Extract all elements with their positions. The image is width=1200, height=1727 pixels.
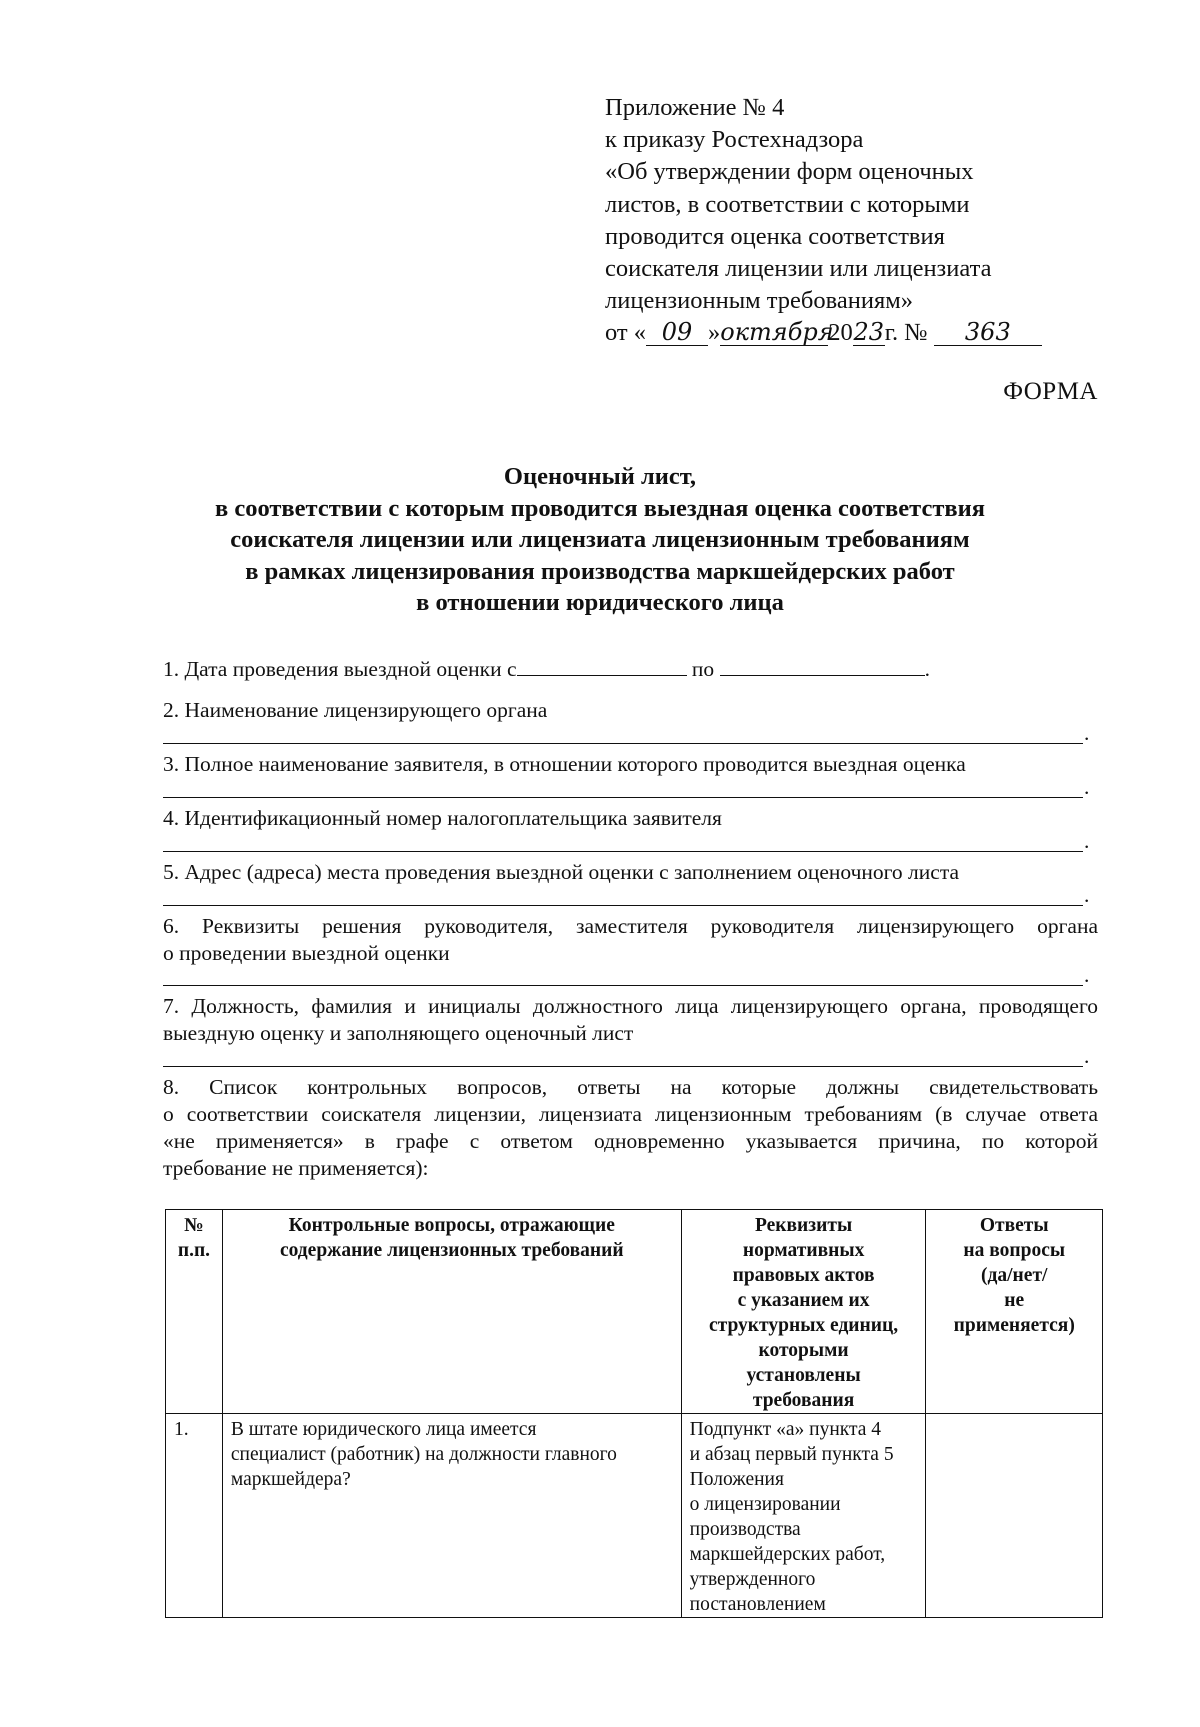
title-line-4: в рамках лицензирования производства маркшейдерских работ xyxy=(245,557,955,585)
item-8-line-4: требование не применяется): xyxy=(163,1156,429,1180)
appendix-order-title-2: листов, в соответствии с которыми xyxy=(605,190,970,218)
item-1-end: . xyxy=(924,657,930,681)
date-suffix: г. № xyxy=(884,319,928,347)
item-6-fill-line[interactable] xyxy=(163,985,1083,986)
appendix-order-title-1: «Об утверждении форм оценочных xyxy=(605,158,974,186)
item-3-period: . xyxy=(1084,775,1090,799)
row-1-reference: Подпункт «а» пункта 4 и абзац первый пункта 5 Положения о лицензировании производства маркшейдерских работ, утвержденного постановлением xyxy=(681,1414,926,1618)
item-5-fill-line[interactable] xyxy=(163,905,1083,906)
item-3-fill-line[interactable] xyxy=(163,797,1083,798)
title-line-1: Оценочный лист, xyxy=(503,463,697,490)
item-5-period: . xyxy=(1084,883,1090,907)
item-2-period: . xyxy=(1084,721,1090,745)
item-6-line-2: о проведении выездной оценки xyxy=(163,941,450,965)
item-8-line-2: о соответствии соискателя лицензии, лицензиата лицензионным требованиям (в случае ответа xyxy=(163,1102,1098,1126)
appendix-order-title-5: лицензионным требованиям» xyxy=(605,287,913,315)
item-6-decision-details xyxy=(163,913,1098,967)
appendix-header xyxy=(605,92,1105,350)
title-line-5: в отношении юридического лица xyxy=(416,589,784,616)
date-century: 20 xyxy=(828,319,853,347)
item-4-fill-line[interactable] xyxy=(163,851,1083,852)
item-1-label: 1. Дата проведения выездной оценки с xyxy=(163,657,517,681)
item-3-label: 3. Полное наименование заявителя, в отношении которого проводится выездная оценка xyxy=(163,752,966,776)
header-reference: Реквизиты нормативных правовых актов с указанием их структурных единиц, которыми установлены требования xyxy=(681,1210,926,1414)
appendix-number: Приложение № 4 xyxy=(605,94,785,121)
checklist-table xyxy=(165,1209,1103,1618)
row-1-question: В штате юридического лица имеется специалист (работник) на должности главного маркшейдера? xyxy=(222,1414,681,1618)
date-year: 23 xyxy=(853,318,885,347)
item-8-line-1: 8. Список контрольных вопросов, ответы на которые должны свидетельствовать xyxy=(163,1075,1098,1099)
date-mid: » xyxy=(708,319,721,347)
header-question: Контрольные вопросы, отражающие содержание лицензионных требований xyxy=(222,1210,681,1414)
item-7-line-2: выездную оценку и заполняющего оценочный лист xyxy=(163,1021,634,1045)
document-title xyxy=(140,461,1060,619)
item-2-licensing-body xyxy=(163,697,1098,724)
item-7-fill-line[interactable] xyxy=(163,1066,1083,1067)
date-to-field[interactable] xyxy=(720,653,925,676)
table-header-row xyxy=(166,1210,1103,1414)
date-from-field[interactable] xyxy=(517,653,687,676)
title-line-2: в соответствии с которым проводится выездная оценка соответствия xyxy=(214,494,985,522)
order-number: 363 xyxy=(934,319,1042,346)
item-4-inn xyxy=(163,805,1098,832)
header-num: № п.п. xyxy=(166,1210,223,1414)
item-4-period: . xyxy=(1084,829,1090,853)
date-day: 09 xyxy=(646,319,708,346)
item-5-address xyxy=(163,859,1098,886)
appendix-order-title-3: проводится оценка соответствия xyxy=(605,222,945,250)
header-answer: Ответы на вопросы (да/нет/ не применяется) xyxy=(926,1210,1103,1414)
item-4-label: 4. Идентификационный номер налогоплательщика заявителя xyxy=(163,806,722,830)
item-2-fill-line[interactable] xyxy=(163,743,1083,744)
item-1-mid: по xyxy=(691,657,715,681)
item-5-label: 5. Адрес (адреса) места проведения выездной оценки с заполнением оценочного листа xyxy=(163,860,960,884)
row-1-answer-cell[interactable] xyxy=(926,1414,1103,1618)
item-6-line-1: 6. Реквизиты решения руководителя, заместителя руководителя лицензирующего органа xyxy=(163,914,1098,938)
appendix-order-ref: к приказу Ростехнадзора xyxy=(605,126,864,154)
appendix-date-line xyxy=(605,317,1105,349)
date-month: октября xyxy=(720,318,834,347)
date-prefix: от « xyxy=(605,319,647,347)
item-8-checklist-intro xyxy=(163,1074,1098,1182)
item-8-line-3: «не применяется» в графе с ответом одновременно указывается причина, по которой xyxy=(163,1129,1098,1153)
row-1-num: 1. xyxy=(166,1414,223,1618)
item-7-period: . xyxy=(1084,1044,1090,1068)
title-line-3: соискателя лицензии или лицензиата лицензионным требованиям xyxy=(230,526,970,553)
item-7-official xyxy=(163,993,1098,1047)
item-6-period: . xyxy=(1084,963,1090,987)
item-1-date xyxy=(163,653,1098,683)
item-3-applicant-name xyxy=(163,751,1098,778)
item-7-line-1: 7. Должность, фамилия и инициалы должностного лица лицензирующего органа, проводящего xyxy=(163,994,1098,1018)
table-row xyxy=(166,1414,1103,1618)
appendix-order-title-4: соискателя лицензии или лицензиата xyxy=(605,255,992,283)
item-2-label: 2. Наименование лицензирующего органа xyxy=(163,698,548,722)
form-label: ФОРМА xyxy=(1003,378,1098,405)
